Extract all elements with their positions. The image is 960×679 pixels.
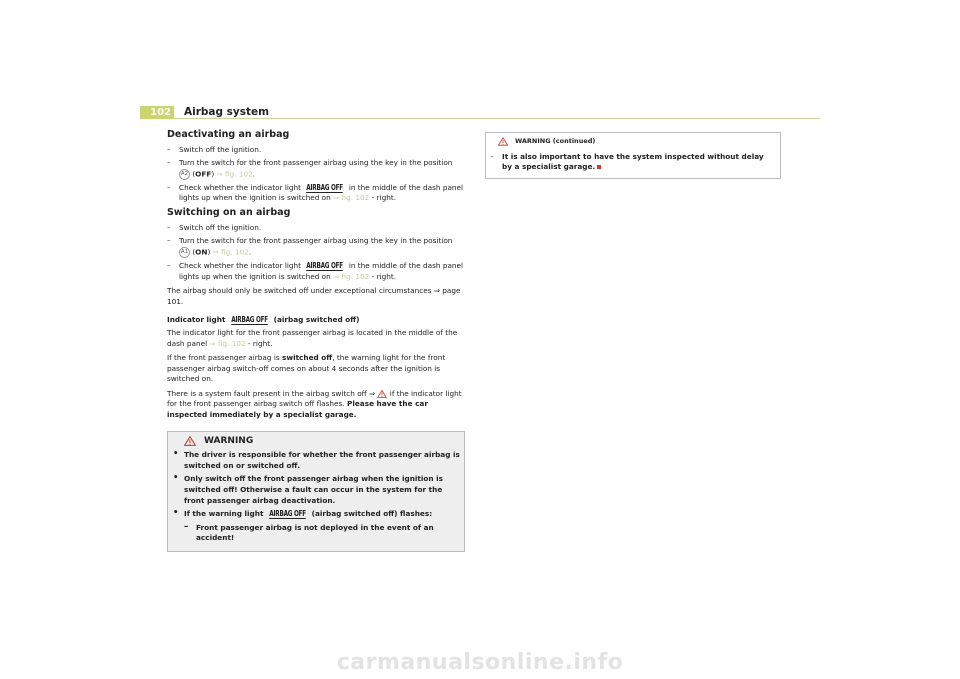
step-text: Turn the switch for the front passenger airbag using the key in the position bbox=[179, 236, 453, 246]
step-text: . bbox=[252, 169, 256, 179]
indicator-para-1 bbox=[167, 328, 465, 349]
step-text: in the middle of the dash panel lights up when the ignition is switched on bbox=[179, 182, 464, 203]
paren: ) bbox=[211, 169, 217, 179]
paren: ( bbox=[190, 169, 196, 179]
paren: ) bbox=[207, 247, 213, 257]
position-a1-marker: A1 bbox=[179, 247, 190, 258]
switching-heading: Switching on an airbag bbox=[167, 207, 291, 219]
step-text: . bbox=[248, 247, 252, 257]
step-text: Check whether the indicator light bbox=[179, 260, 304, 270]
page-number: 102 bbox=[140, 106, 174, 119]
state-on: ON bbox=[195, 247, 208, 257]
deactivating-step-2 bbox=[167, 158, 465, 180]
switching-step-1: – Switch off the ignition. bbox=[167, 223, 465, 234]
warning-sub-item: – Front passenger airbag is not deployed in the event of an accident! bbox=[172, 523, 460, 544]
deactivating-step-1: – Switch off the ignition. bbox=[167, 145, 465, 156]
state-off: OFF bbox=[195, 169, 212, 179]
switching-step-2 bbox=[167, 236, 465, 258]
deactivating-heading: Deactivating an airbag bbox=[167, 129, 290, 140]
header-rule bbox=[140, 118, 820, 119]
section-end-marker bbox=[597, 165, 601, 169]
warning-continued-box bbox=[485, 132, 781, 179]
switching-steps bbox=[167, 223, 465, 282]
heading-text: (airbag switched off) bbox=[271, 315, 360, 325]
indicator-heading bbox=[167, 315, 465, 326]
warning-triangle-icon[interactable] bbox=[377, 390, 387, 398]
position-a2-marker: A2 bbox=[179, 169, 190, 180]
warning-bullet-3 bbox=[172, 509, 460, 520]
para-text: There is a system fault present in the airbag switch off ⇒ bbox=[167, 388, 378, 398]
para-bold: switched off bbox=[281, 353, 333, 363]
step-text: - right. bbox=[369, 193, 397, 203]
bullet-text: If the warning light bbox=[184, 509, 266, 519]
para-text: , the warning light for the front passenger airbag switch-off comes on about 4 seconds after the ignition is switched on. bbox=[167, 353, 446, 384]
para-bold: Please have the car inspected immediately by a specialist garage. bbox=[167, 399, 428, 420]
step-text: in the middle of the dash panel lights up when the ignition is switched on bbox=[179, 260, 464, 281]
page-title: Airbag system bbox=[184, 106, 270, 118]
watermark: carmanualsonline.info bbox=[336, 650, 624, 675]
exceptional-note: The airbag should only be switched off under exceptional circumstances ⇒ page 101. bbox=[167, 286, 461, 306]
warning-box bbox=[167, 431, 465, 552]
warning-title: WARNING bbox=[204, 435, 254, 446]
warning-header bbox=[184, 436, 460, 447]
continued-text: It is also important to have the system inspected without delay by a specialist garage. bbox=[502, 151, 764, 172]
left-column bbox=[167, 130, 465, 552]
warning-triangle-icon bbox=[498, 137, 508, 146]
para-text: - right. bbox=[245, 338, 273, 348]
airbag-off-indicator-icon: AIRBAG OFF bbox=[306, 182, 344, 192]
warning-bullet-2: • Only switch off the front passenger airbag when the ignition is switched off! Otherwise a fault can occur in the system for the front passenger airbag deactivation. bbox=[172, 474, 460, 506]
para-text: If the front passenger airbag is bbox=[167, 353, 282, 363]
airbag-off-indicator-icon: AIRBAG OFF bbox=[306, 260, 344, 270]
deactivating-step-3 bbox=[167, 183, 465, 204]
warning-bullet-1: • The driver is responsible for whether the front passenger airbag is switched on or switched off. bbox=[172, 450, 460, 471]
para-text: if the indicator light for the front passenger airbag switch off flashes. bbox=[167, 388, 462, 409]
warning-bullets bbox=[172, 450, 460, 544]
right-column bbox=[485, 132, 781, 179]
airbag-off-indicator-icon: AIRBAG OFF bbox=[269, 509, 306, 519]
bullet-text: (airbag switched off) flashes: bbox=[309, 509, 433, 519]
warning-continued-text bbox=[490, 152, 776, 173]
indicator-para-3 bbox=[167, 389, 465, 421]
step-text: Check whether the indicator light bbox=[179, 182, 304, 192]
fig-102-link[interactable]: ⇒ fig. 102 bbox=[333, 193, 370, 203]
warning-triangle-icon bbox=[184, 436, 196, 446]
warning-continued-header bbox=[498, 136, 776, 147]
fig-102-link[interactable]: ⇒ fig. 102 bbox=[209, 338, 246, 348]
fig-102-link[interactable]: ⇒ fig. 102 bbox=[333, 271, 370, 281]
step-text: Turn the switch for the front passenger airbag using the key in the position bbox=[179, 158, 453, 168]
switching-step-3 bbox=[167, 261, 465, 282]
fig-102-link[interactable]: ⇒ fig. 102 bbox=[216, 169, 253, 179]
fig-102-link[interactable]: ⇒ fig. 102 bbox=[212, 247, 249, 257]
warning-continued-title: WARNING (continued) bbox=[515, 137, 596, 145]
step-text: - right. bbox=[369, 271, 397, 281]
indicator-para-2 bbox=[167, 353, 465, 385]
airbag-off-indicator-icon: AIRBAG OFF bbox=[231, 315, 268, 325]
paren: ( bbox=[190, 247, 196, 257]
para-text: The indicator light for the front passenger airbag is located in the middle of the dash panel bbox=[167, 327, 458, 348]
deactivating-steps bbox=[167, 145, 465, 204]
heading-text: Indicator light bbox=[167, 315, 228, 325]
